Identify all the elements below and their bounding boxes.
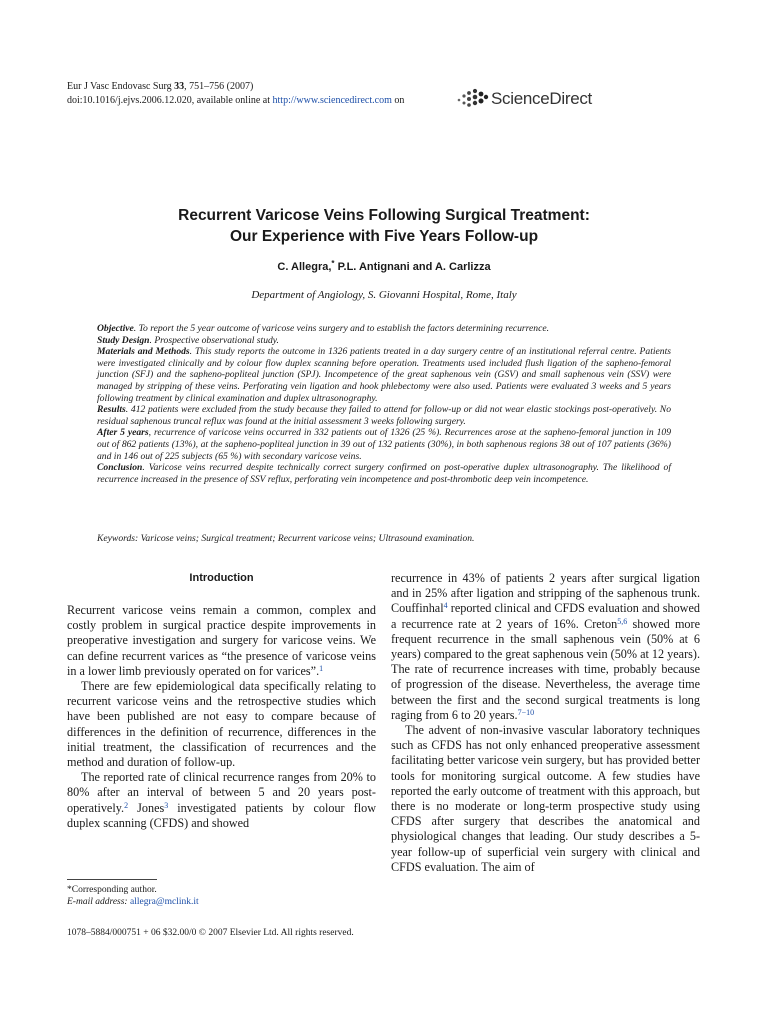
abstract-methods	[97, 346, 671, 404]
intro-p3-text-b: Jones	[128, 800, 165, 815]
email-line	[67, 896, 199, 908]
sciencedirect-link[interactable]: http://www.sciencedirect.com	[272, 95, 392, 106]
abstract-design	[97, 335, 671, 347]
other-authors: P.L. Antignani and A. Carlizza	[334, 261, 491, 273]
journal-header	[67, 80, 404, 108]
right-p1-text-a: recurrence in 43% of patients 2 years after surgical ligation and in 25% after ligation and stripping of the saphenous trunk. Couffinhal	[391, 571, 700, 616]
right-paragraph-1	[391, 571, 700, 723]
reference-link[interactable]: 3	[164, 800, 169, 810]
conclusion-label: Conclusion	[97, 462, 143, 474]
reference-link[interactable]: 4	[443, 601, 448, 611]
email-label: E-mail address:	[67, 897, 128, 907]
results-text: . 412 patients were excluded from the study because they failed to attend for follow-up or did not wear elastic stockings post-operatively. No residual saphenous truncal reflux was found at the initial assessment 3 weeks following surgery.	[97, 404, 671, 427]
right-p1-text-b: reported clinical and CFDS evaluation and showed a recurrence rate at 2 years of 16%. Creton	[391, 601, 700, 631]
left-column	[67, 571, 376, 831]
right-column	[391, 571, 700, 875]
authors	[0, 261, 768, 273]
design-label: Study Design	[97, 334, 150, 346]
corresponding-author-note: *Corresponding author.	[67, 885, 157, 895]
after-text: , recurrence of varicose veins occurred in 332 patients out of 1326 (25 %). Recurrences arose at the sapheno-femoral junction in 109 out of 862 patients (13%), at the sapheno-popliteal junction in 39 out of 132 patients (30%), in both saphenous regions 38 out of 107 patients (36%) and in 146 out of 225 subjects (65 %) with secondary varicose veins.	[97, 427, 672, 462]
paper-title	[0, 205, 768, 247]
copyright-line: 1078–5884/000751 + 06 $32.00/0 © 2007 Elsevier Ltd. All rights reserved.	[67, 928, 354, 938]
corresponding-mark: *	[331, 259, 335, 268]
keywords: Keywords: Varicose veins; Surgical treatment; Recurrent varicose veins; Ultrasound examination.	[97, 533, 475, 544]
right-paragraph-2: The advent of non-invasive vascular laboratory techniques such as CFDS has not only enhanced preoperative assessment facilitating better varicose vein surgery, but has provided better tools for monitoring surgical outcome. A few studies have reported the early outcome of treatment with this approach, but there is no moderate or long-term prospective study using CFDS after surgery that describes the anatomical and physiological changes that leading. Our study describes a 5-year follow-up of superficial vein surgery with clinical and CFDS evaluation. The aim of	[391, 723, 700, 874]
intro-paragraph-2: There are few epidemiological data specifically relating to recurrent varicose veins and the retrospective studies which have been published are not easy to compare because of differences in the definition of recurrence, differences in the initial treatment, the classification of recurrences and the method and duration of follow-up.	[67, 679, 376, 770]
objective-label: Objective	[97, 323, 134, 334]
email-link[interactable]: allegra@mclink.it	[129, 897, 199, 907]
doi-line	[67, 94, 404, 108]
intro-p3-text-c: investigated patients by colour flow duplex scanning (CFDS) and showed	[67, 800, 376, 830]
results-label: Results	[97, 404, 126, 416]
methods-text: . This study reports the outcome in 1326 patients treated in a day surgery centre of an institutional referral centre. Patients were investigated clinically and by colour flow duplex scanning before operation. Treatments used included flush ligation of the sapheno-femoral junction (SFJ) and the sapheno-popliteal junction (SPJ). Incompetence of the great saphenous vein (GSV) and small saphenous vein (SSV) were managed by stripping of these veins. Perforating vein ligation and hook phlebectomy were also used. Patients were evaluated 3 weeks and 5 years following treatment by clinical examination and duplex ultrasonography.	[97, 346, 671, 404]
conclusion-text: . Varicose veins recurred despite technically correct surgery confirmed on post-operative duplex ultrasonography. The likelihood of recurrence increased in the presence of SSV reflux, perforating vein incompetence and post-thrombotic deep vein incompetence.	[97, 462, 671, 485]
right-p1-text-c: showed more frequent recurrence in the small saphenous vein (50% at 6 years) compared to the great saphenous vein (50% at 12 years). The rate of recurrence increases with time, probably because of progression of the disease. Nevertheless, the average time between the first and the second surgical treatments is long raging from 6 to 20 years.	[391, 616, 700, 722]
journal-pages: , 751–756 (2007)	[184, 81, 254, 92]
on-text: on	[391, 95, 405, 106]
reference-link[interactable]: 1	[319, 663, 324, 673]
methods-label: Materials and Methods	[97, 346, 190, 358]
reference-link[interactable]: 2	[124, 800, 129, 810]
design-text: . Prospective observational study.	[149, 334, 279, 346]
affiliation: Department of Angiology, S. Giovanni Hospital, Rome, Italy	[251, 289, 517, 301]
intro-p1-text: Recurrent varicose veins remain a common, complex and costly problem in surgical practice despite improvements in preoperative investigation and surgery for varicose veins. We can define recurrent varices as “the presence of varicose veins in a lower limb previously operated on for varices”.	[67, 603, 376, 678]
footnote-rule	[67, 879, 157, 880]
author-1: C. Allegra,	[277, 261, 332, 273]
sciencedirect-logo	[455, 88, 592, 110]
abstract-conclusion	[97, 462, 671, 485]
doi-text: doi:10.1016/j.ejvs.2006.12.020, available online at	[67, 95, 273, 106]
after-label: After 5 years	[97, 427, 149, 439]
footnote	[67, 884, 199, 908]
section-heading-introduction: Introduction	[189, 572, 254, 584]
intro-p3-text-a: The reported rate of clinical recurrence ranges from 20% to 80% after an interval of between 5 and 20 years post-operatively.	[67, 770, 376, 815]
citation-line	[67, 80, 404, 94]
intro-paragraph-1	[67, 603, 376, 679]
title-line-1: Recurrent Varicose Veins Following Surgical Treatment:	[178, 207, 590, 224]
journal-volume: 33	[174, 81, 185, 92]
abstract-results	[97, 404, 671, 427]
title-line-2: Our Experience with Five Years Follow-up	[229, 228, 539, 245]
journal-name: Eur J Vasc Endovasc Surg	[67, 81, 175, 92]
abstract-after	[97, 427, 671, 462]
intro-paragraph-3	[67, 770, 376, 831]
reference-link[interactable]: 7−10	[517, 707, 535, 717]
abstract	[97, 323, 671, 485]
objective-text: . To report the 5 year outcome of varicose veins surgery and to establish the factors determining recurrence.	[133, 323, 549, 334]
sciencedirect-dots-icon	[455, 88, 489, 110]
reference-link[interactable]: 5,6	[617, 616, 628, 626]
abstract-objective	[97, 323, 671, 335]
logo-wordmark: ScienceDirect	[491, 89, 592, 108]
